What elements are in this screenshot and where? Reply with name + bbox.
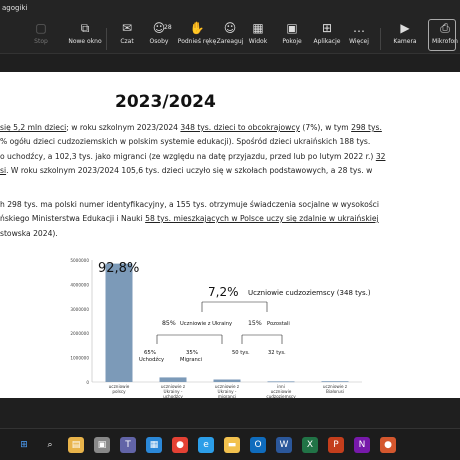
toolbar-label: Widok [248, 38, 268, 45]
toolbar-label: Mikrofon [432, 38, 458, 45]
y-tick-label: 4000000 [70, 282, 89, 288]
toolbar-label: Osoby [149, 38, 169, 45]
toolbar-label: Stop [34, 38, 48, 45]
y-tick-label: 0 [86, 380, 89, 385]
annotation-other-percent: 15% [248, 320, 262, 327]
toolbar-button-podnieś-rękę[interactable] [177, 20, 217, 52]
toolbar-label: Więcej [349, 38, 369, 45]
edge-icon[interactable]: e [198, 437, 214, 453]
slide-line-6 [0, 212, 379, 225]
store-icon[interactable]: ▦ [146, 437, 162, 453]
windows-taskbar [0, 428, 460, 460]
window-title: agogiki [2, 4, 28, 12]
bar-4 [322, 381, 349, 382]
text-underlined: 348 tys. dzieci to obcokrajowcy [180, 123, 300, 132]
toolbar-button-nowe-okno[interactable] [66, 20, 104, 52]
toolbar-divider [380, 28, 381, 50]
mic-button-highlight[interactable] [428, 19, 456, 51]
toolbar-label: Podnieś rękę [177, 38, 217, 45]
annotation-ukr-percent: 85% [162, 320, 176, 327]
toolbar-divider [106, 28, 107, 50]
excel-icon[interactable]: X [302, 437, 318, 453]
x-tick-label: Ukrainy - [163, 389, 183, 394]
bar-chart [52, 250, 412, 400]
text-underlined: 32 [375, 152, 386, 161]
view-icon: ▦ [252, 21, 264, 35]
annotation-big-percent: 92,8% [98, 261, 140, 276]
toolbar-label: Zareaguj [216, 38, 244, 45]
people-icon: ☺ [152, 21, 166, 35]
slide-line-7 [0, 227, 58, 240]
annotation-ukr-label: Uczniowie z Ukrainy [180, 321, 233, 327]
annotation-other-count-2: 32 tys. [268, 350, 286, 356]
react-icon: ☺ [223, 21, 237, 35]
rooms-icon: ▣ [286, 21, 298, 35]
meeting-toolbar [0, 16, 460, 54]
text: stowska 2024). [0, 229, 58, 238]
y-tick-label: 3000000 [70, 306, 89, 312]
annotation-migrant-label: Migranci [180, 357, 203, 363]
toolbar-button-zareaguj[interactable] [215, 20, 245, 52]
app-icon[interactable]: ● [380, 437, 396, 453]
x-tick-label: inni [277, 384, 285, 389]
x-tick-label: Ukrainy - [217, 389, 237, 394]
text: % ogółu dzieci cudzoziemskich w polskim systemie edukacji). Spośród dzieci ukraińskich 188 tys. [0, 137, 371, 146]
apps-icon: ⊞ [321, 21, 333, 35]
camera-icon: ▶ [400, 21, 410, 35]
window-titlebar [0, 0, 460, 16]
taskview-icon[interactable]: ▣ [94, 437, 110, 453]
x-tick-label: Białorusi [325, 389, 345, 394]
annotation-foreign-label: Uczniowie cudzoziemscy (348 tys.) [248, 289, 371, 297]
toolbar-button-widok[interactable] [246, 20, 270, 52]
toolbar-button-osoby[interactable] [146, 20, 172, 52]
bar-0 [106, 264, 133, 382]
toolbar-button-kamera[interactable] [392, 20, 418, 52]
toolbar-button-pokoje[interactable] [280, 20, 304, 52]
slide-line-2 [0, 135, 370, 148]
annotation-other-count-1: 50 tys. [232, 350, 250, 356]
x-tick-label: cudzoziemscy [266, 394, 296, 399]
slide-title: 2023/2024 [115, 92, 216, 112]
slide-line-1 [0, 121, 382, 134]
toolbar-button-czat[interactable] [116, 20, 138, 52]
text-underlined: się 5,2 mln dzieci [0, 123, 67, 132]
text: (7%), w tym [300, 123, 352, 132]
toolbar-label: Czat [120, 38, 134, 45]
text: h 298 tys. ma polski numer identyfikacyjny, a 155 tys. otrzymuje świadczenia socjalne w wysokości [0, 200, 379, 209]
x-tick-label: uczniowie z [160, 384, 186, 389]
y-tick-label: 1000000 [70, 355, 89, 361]
folder-icon[interactable]: ▬ [224, 437, 240, 453]
bar-2 [214, 380, 241, 382]
x-tick-label: uczniowie [270, 389, 292, 394]
x-tick-label: uczniowie z [214, 384, 240, 389]
y-tick-label: 5000000 [70, 258, 89, 263]
bar-3 [268, 381, 295, 382]
text: . W roku szkolnym 2023/2024 105,6 tys. dzieci uczyło się w szkołach podstawowych, a 28 tys. w [6, 166, 373, 175]
bar-1 [160, 377, 187, 382]
toolbar-button-stop[interactable] [30, 20, 52, 52]
new-window-icon: ⧉ [80, 21, 90, 35]
search-icon[interactable]: ⌕ [47, 440, 53, 450]
stop-icon: ▢ [35, 21, 47, 35]
annotation-other-label: Pozostali [267, 321, 290, 327]
text: ; w roku szkolnym 2023/2024 [66, 123, 181, 132]
text: o uchodźcy, a 102,3 tys. jako migranci (ze względu na datę przyjazdu, przed lub po lutym 2022 r.) [0, 152, 376, 161]
teams-icon[interactable]: T [120, 437, 136, 453]
slide-line-3 [0, 150, 385, 163]
slide-line-5 [0, 198, 379, 211]
annotation-refugee-label: Uchodźcy [139, 357, 165, 363]
toolbar-button-więcej[interactable] [346, 20, 372, 52]
annotation-migrant-percent: 35% [186, 350, 198, 356]
outlook-icon[interactable]: O [250, 437, 266, 453]
text-underlined: 58 tys. mieszkających w Polsce uczy się zdalnie w ukraińskiej [145, 214, 379, 223]
text: ńskiego Ministerstwa Edukacji i Nauki [0, 214, 146, 223]
toolbar-button-aplikacje[interactable] [311, 20, 343, 52]
chat-icon: ✉ [121, 21, 133, 35]
shared-slide [0, 72, 460, 398]
y-tick-label: 2000000 [70, 331, 89, 337]
mic-icon: ⎙ [440, 21, 450, 35]
x-tick-label: uczniowie [108, 384, 130, 389]
x-tick-label: uczniowie z [322, 384, 348, 389]
text-underlined: si [0, 166, 7, 175]
word-icon[interactable]: W [276, 437, 292, 453]
x-tick-label: migranci [217, 394, 237, 399]
onenote-icon[interactable]: N [354, 437, 370, 453]
windows-start-icon[interactable]: ⊞ [20, 440, 28, 450]
annotation-refugee-percent: 65% [144, 350, 156, 356]
slide-line-4 [0, 164, 372, 177]
participant-count: 28 [164, 24, 172, 31]
x-tick-label: polscy [112, 389, 126, 394]
x-tick-label: uchodźcy [163, 394, 183, 399]
powerpoint-icon[interactable]: P [328, 437, 344, 453]
more-icon: … [353, 21, 365, 35]
raise-hand-icon: ✋ [189, 21, 205, 35]
file-explorer-icon[interactable]: ▤ [68, 437, 84, 453]
chrome-icon[interactable]: ● [172, 437, 188, 453]
text-underlined: 298 tys. [351, 123, 382, 132]
toolbar-label: Kamera [393, 38, 417, 45]
toolbar-label: Aplikacje [313, 38, 341, 45]
toolbar-label: Nowe okno [68, 38, 102, 45]
annotation-foreign-percent: 7,2% [208, 285, 239, 299]
toolbar-label: Pokoje [282, 38, 302, 45]
